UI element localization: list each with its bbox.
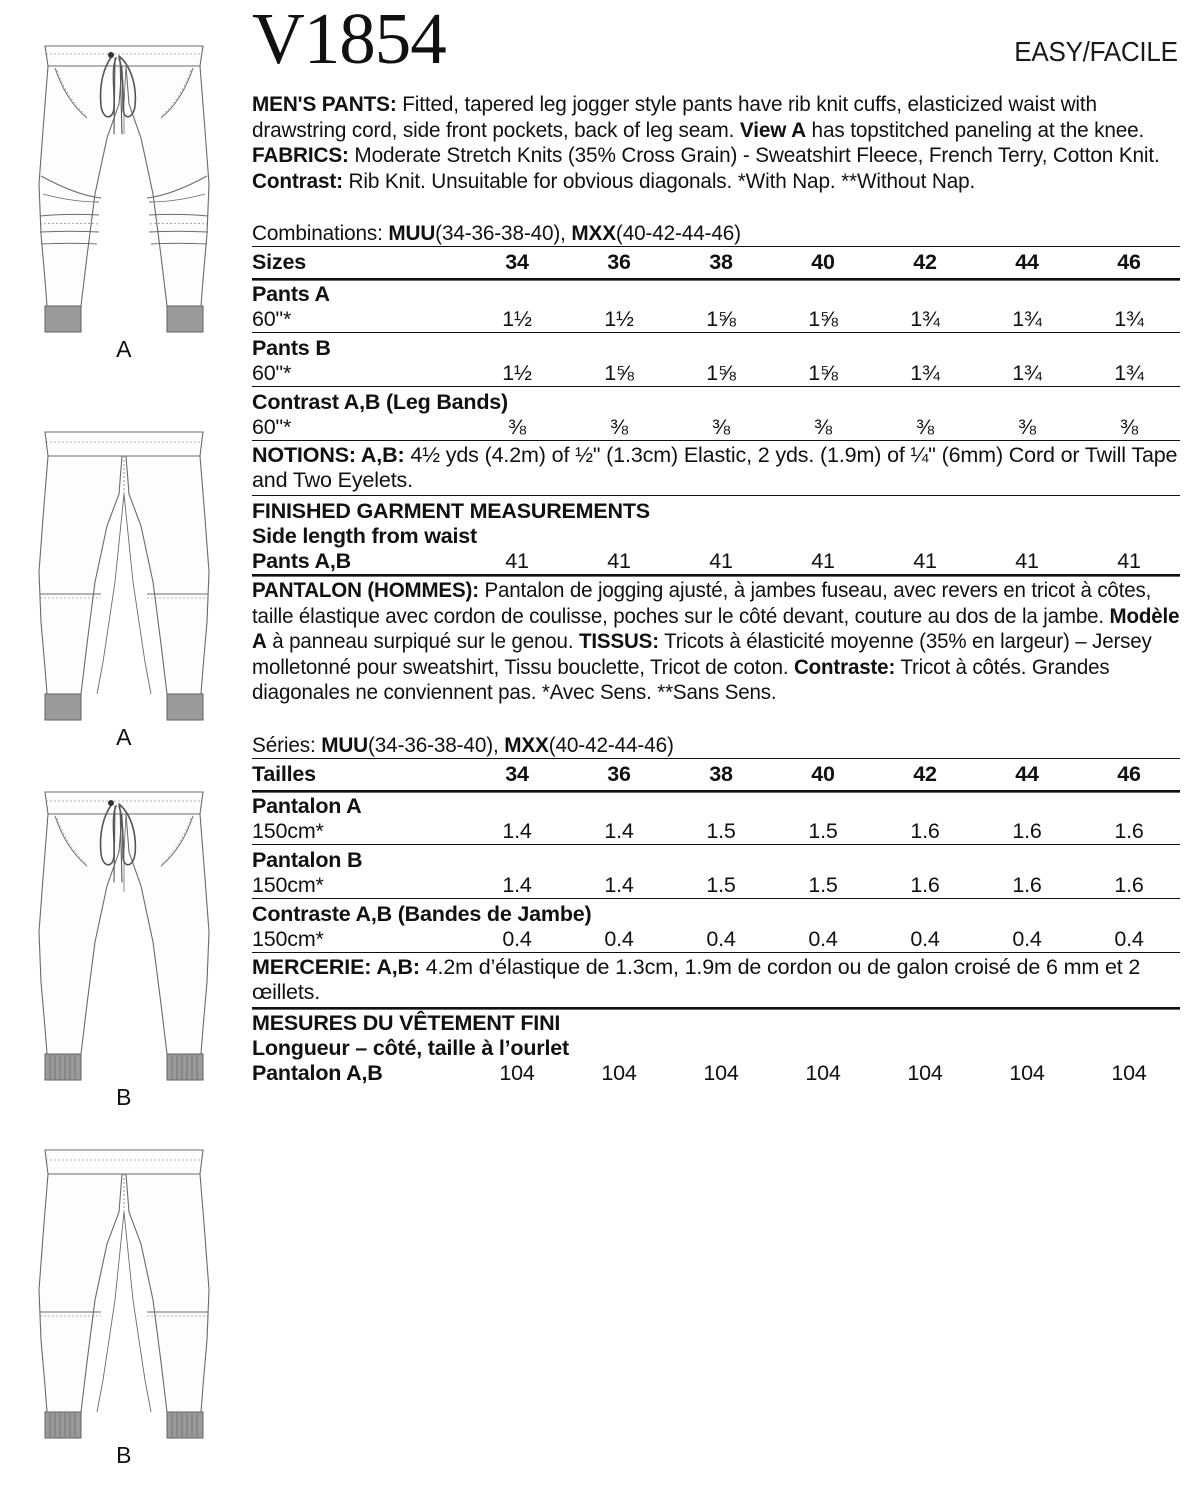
finished-fr-38: 104	[703, 1060, 739, 1085]
fabrics-label-fr: TISSUS:	[578, 629, 659, 653]
mercerie-label-fr: MERCERIE: A,B:	[252, 954, 420, 979]
contraste-46: 0.4	[1114, 926, 1144, 951]
size-column-46: 46	[1078, 247, 1180, 279]
combination-code-muu-fr: MUU	[321, 732, 369, 757]
pants-b-38: 1⅝	[706, 361, 736, 385]
table-row-pants-a-title	[252, 279, 1180, 308]
description-body1-fr: Pantalon de jogging ajusté, à jambes fuseau, avec revers en tricot à côtes, taille élastique avec cordon de coulisse, poches sur le côté devant, couture au dos de la jambe.	[252, 578, 1152, 628]
contraste-44: 0.4	[1012, 926, 1042, 951]
pants-b-42: 1¾	[910, 361, 940, 385]
size-column-42: 42	[874, 247, 976, 279]
table-row-pants-a-values	[252, 307, 1180, 333]
pants-a-36: 1½	[604, 307, 634, 331]
combination-code-muu-en: MUU	[388, 221, 436, 245]
pantalon-a-44: 1.6	[1012, 818, 1042, 843]
pantalon-b-44: 1.6	[1012, 872, 1042, 897]
taille-column-36: 36	[568, 758, 670, 790]
contrast-42: ⅜	[916, 415, 934, 439]
contraste-42: 0.4	[910, 926, 940, 951]
finished-38: 41	[709, 549, 733, 573]
description-title-en: MEN'S PANTS:	[252, 92, 397, 116]
pants-b-40: 1⅝	[808, 361, 838, 385]
pantalon-b-34: 1.4	[502, 872, 532, 897]
table-row-mesures-sub	[252, 1036, 1180, 1061]
pantalon-a-36: 1.4	[604, 818, 634, 843]
table-row-tailles-header	[252, 758, 1180, 790]
contraste-34: 0.4	[502, 926, 532, 951]
row-width-pants-b: 60"*	[252, 361, 292, 385]
pants-b-44: 1¾	[1012, 361, 1042, 385]
taille-column-46: 46	[1078, 758, 1180, 790]
contraste-36: 0.4	[604, 926, 634, 951]
finished-fr-46: 104	[1111, 1060, 1147, 1085]
tailles-header-label: Tailles	[252, 758, 466, 790]
row-title-contraste: Contraste A,B (Bandes de Jambe)	[252, 898, 1180, 927]
contrast-label-en: Contrast:	[252, 168, 343, 193]
table-row-contrast-title	[252, 387, 1180, 416]
header	[252, 0, 1180, 92]
table-row-notions	[252, 441, 1180, 496]
row-width-pantalon-a: 150cm*	[252, 818, 324, 843]
row-width-pants-a: 60"*	[252, 307, 292, 331]
size-column-36: 36	[568, 247, 670, 279]
table-row-pantalon-a-values	[252, 819, 1180, 845]
table-row-pants-b-title	[252, 333, 1180, 362]
view-a-label-fr: Modèle A	[252, 603, 1180, 653]
contrast-36: ⅜	[610, 415, 628, 439]
pants-a-38: 1⅝	[706, 307, 736, 331]
finished-fr-44: 104	[1009, 1060, 1045, 1085]
row-title-contrast: Contrast A,B (Leg Bands)	[252, 387, 1180, 416]
finished-fr-42: 104	[907, 1060, 943, 1085]
pantalon-b-38: 1.5	[706, 872, 736, 897]
table-row-contraste-title	[252, 898, 1180, 927]
combinations-label-en: Combinations:	[252, 221, 389, 245]
combination-range-muu-fr: (34-36-38-40),	[368, 732, 505, 757]
pantalon-b-40: 1.5	[808, 872, 838, 897]
table-row-contrast-values	[252, 415, 1180, 441]
size-column-40: 40	[772, 247, 874, 279]
finished-measurements-header-fr: MESURES DU VÊTEMENT FINI	[252, 1007, 1180, 1036]
illustration-column	[0, 0, 248, 1486]
notions-label-en: NOTIONS: A,B:	[252, 443, 405, 467]
pants-b-34: 1½	[502, 361, 532, 385]
combination-code-mxx-fr: MXX	[504, 732, 549, 757]
description-french	[252, 578, 1180, 706]
finished-row-label-fr: Pantalon A,B	[252, 1060, 383, 1085]
sizes-header-label: Sizes	[252, 247, 466, 279]
taille-column-38: 38	[670, 758, 772, 790]
description-english	[252, 92, 1180, 194]
row-width-contrast: 60"*	[252, 415, 292, 439]
combination-range-mxx-fr: (40-42-44-46)	[548, 732, 674, 757]
finished-36: 41	[607, 549, 631, 573]
contrast-44: ⅜	[1018, 415, 1036, 439]
illustration-label: B	[116, 1442, 132, 1468]
mercerie-block-fr	[252, 952, 1180, 1007]
row-title-pants-b: Pants B	[252, 333, 1180, 362]
finished-row-label-en: Pants A,B	[252, 549, 351, 573]
illustration-view-a-front	[0, 34, 248, 363]
pantalon-a-38: 1.5	[706, 818, 736, 843]
pants-a-44: 1¾	[1012, 307, 1042, 331]
illustration-view-b-front	[0, 782, 248, 1111]
view-a-front-drawing	[19, 34, 229, 334]
combinations-french	[252, 732, 1180, 758]
illustration-label: A	[116, 336, 132, 362]
size-column-34: 34	[466, 247, 568, 279]
pants-a-34: 1½	[502, 307, 532, 331]
notions-block-en	[252, 441, 1180, 496]
pants-a-40: 1⅝	[808, 307, 838, 331]
description-body3-fr: Tricots à élasticité moyenne (35% en largeur) – Jersey molletonné pour sweatshirt, Tissu bouclette, Tricot de coton.	[252, 629, 1152, 679]
pantalon-a-46: 1.6	[1114, 818, 1144, 843]
description-title-fr: PANTALON (HOMMES):	[252, 578, 479, 602]
row-width-pantalon-b: 150cm*	[252, 872, 324, 897]
mercerie-text-fr: 4.2m d’élastique de 1.3cm, 1.9m de cordon ou de galon croisé de 6 mm et 2 œillets.	[252, 954, 1141, 1004]
contrast-38: ⅜	[712, 415, 730, 439]
finished-40: 41	[811, 549, 835, 573]
pattern-number: V1854	[252, 0, 446, 79]
combinations-label-fr: Séries:	[252, 732, 322, 757]
pantalon-b-36: 1.4	[604, 872, 634, 897]
combinations-english	[252, 220, 1180, 246]
taille-column-40: 40	[772, 758, 874, 790]
combination-range-muu-en: (34-36-38-40),	[435, 221, 572, 245]
pantalon-a-34: 1.4	[502, 818, 532, 843]
table-row-mercerie	[252, 952, 1180, 1007]
table-row-description-french	[252, 575, 1180, 706]
description-body2-en: has topstitched paneling at the knee.	[805, 117, 1145, 142]
finished-measurements-sub-en: Side length from waist	[252, 524, 477, 548]
table-row-mesures-header	[252, 1007, 1180, 1036]
combination-range-mxx-en: (40-42-44-46)	[615, 221, 741, 245]
pants-b-36: 1⅝	[604, 361, 634, 385]
illustration-view-a-back	[0, 422, 248, 751]
taille-column-34: 34	[466, 758, 568, 790]
description-body4-fr: Tricot à côtés. Grandes diagonales ne conviennent pas. *Avec Sens. **Sans Sens.	[252, 654, 1110, 704]
illustration-label: A	[116, 724, 132, 750]
taille-column-44: 44	[976, 758, 1078, 790]
row-title-pantalon-b: Pantalon B	[252, 844, 1180, 873]
contrast-34: ⅜	[508, 415, 526, 439]
illustration-label: B	[116, 1084, 132, 1110]
row-width-contraste: 150cm*	[252, 926, 324, 951]
table-row-finished-sub	[252, 524, 1180, 549]
pantalon-a-42: 1.6	[910, 818, 940, 843]
size-column-38: 38	[670, 247, 772, 279]
pants-a-46: 1¾	[1114, 307, 1144, 331]
table-row-pants-b-values	[252, 361, 1180, 387]
view-b-back-drawing	[19, 1140, 229, 1440]
notions-text-en: 4½ yds (4.2m) of ½" (1.3cm) Elastic, 2 yds. (1.9m) of ¼" (6mm) Cord or Twill Tape and Two Eyelets.	[252, 443, 1178, 492]
contrast-label-fr: Contraste:	[793, 654, 896, 679]
table-row-contraste-values	[252, 927, 1180, 953]
finished-42: 41	[913, 549, 937, 573]
description-body4-en: Rib Knit. Unsuitable for obvious diagonals. *With Nap. **Without Nap.	[342, 168, 976, 193]
size-column-44: 44	[976, 247, 1078, 279]
illustration-view-b-back	[0, 1140, 248, 1469]
description-body1-en: Fitted, tapered leg jogger style pants have rib knit cuffs, elasticized waist with drawstring cord, side front pockets, back of leg seam.	[252, 92, 1097, 142]
fabrics-label-en: FABRICS:	[252, 143, 349, 167]
description-body3-en: Moderate Stretch Knits (35% Cross Grain) - Sweatshirt Fleece, French Terry, Cotton Knit.	[348, 143, 1160, 167]
pantalon-a-40: 1.5	[808, 818, 838, 843]
yardage-table-french	[252, 758, 1180, 1086]
yardage-table-english	[252, 246, 1180, 706]
finished-fr-40: 104	[805, 1060, 841, 1085]
row-title-pantalon-a: Pantalon A	[252, 790, 1180, 819]
table-row-pantalon-b-title	[252, 844, 1180, 873]
pantalon-b-46: 1.6	[1114, 872, 1144, 897]
finished-fr-34: 104	[499, 1060, 535, 1085]
contraste-38: 0.4	[706, 926, 736, 951]
pants-b-46: 1¾	[1114, 361, 1144, 385]
finished-34: 41	[505, 549, 529, 573]
contrast-46: ⅜	[1120, 415, 1138, 439]
contraste-40: 0.4	[808, 926, 838, 951]
difficulty-label: EASY/FACILE	[1014, 36, 1178, 67]
finished-46: 41	[1117, 549, 1141, 573]
contrast-40: ⅜	[814, 415, 832, 439]
finished-44: 41	[1015, 549, 1039, 573]
taille-column-42: 42	[874, 758, 976, 790]
pantalon-b-42: 1.6	[910, 872, 940, 897]
table-row-pantalon-b-values	[252, 873, 1180, 899]
finished-fr-36: 104	[601, 1060, 637, 1085]
finished-measurements-header-en: FINISHED GARMENT MEASUREMENTS	[252, 496, 1180, 525]
combination-code-mxx-en: MXX	[571, 221, 616, 245]
table-row-pantalon-a-title	[252, 790, 1180, 819]
table-row-finished-header	[252, 496, 1180, 525]
view-a-back-drawing	[19, 422, 229, 722]
content-column	[252, 0, 1180, 1086]
table-row-sizes-header	[252, 247, 1180, 279]
table-row-mesures-values	[252, 1061, 1180, 1086]
view-b-front-drawing	[19, 782, 229, 1082]
pants-a-42: 1¾	[910, 307, 940, 331]
row-title-pants-a: Pants A	[252, 279, 1180, 308]
table-row-finished-values	[252, 549, 1180, 575]
view-a-label-en: View A	[739, 117, 806, 142]
description-body2-fr: à panneau surpiqué sur le genou.	[266, 629, 579, 653]
finished-measurements-sub-fr: Longueur – côté, taille à l’ourlet	[252, 1035, 569, 1060]
